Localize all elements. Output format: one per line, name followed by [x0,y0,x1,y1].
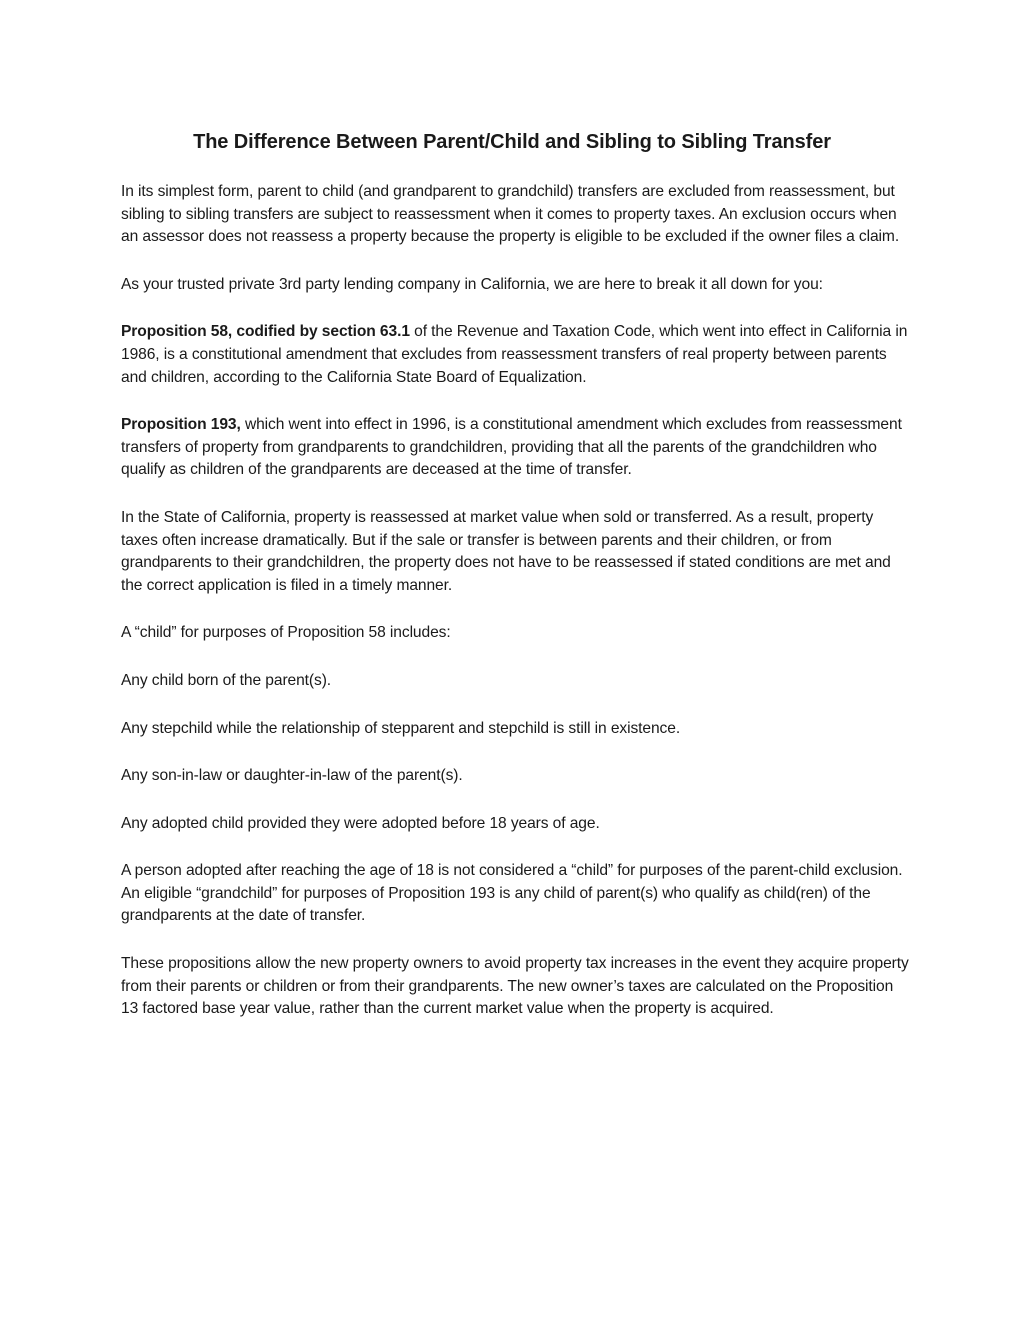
paragraph-proposition-193 [121,414,911,482]
paragraph-text: Any adopted child provided they were adopted before 18 years of age. [121,814,600,832]
paragraph-text: Any child born of the parent(s). [121,671,332,689]
paragraph-text: These propositions allow the new property owners to avoid property tax increases in the event they acquire property from their parents or children or from their grandparents. The new owner’s taxes are calculated on the Proposition 13 factored base year value, rather than the current market value when the property is acquired. [121,955,909,1018]
paragraph-stepchild [121,718,911,741]
paragraph-proposition-58 [121,321,911,389]
paragraph-in-law [121,765,911,788]
paragraph-text: A “child” for purposes of Proposition 58 includes: [121,624,451,642]
paragraph-adopted-after-18 [121,860,911,928]
paragraph-lending-company [121,274,911,297]
paragraph-text: Any son-in-law or daughter-in-law of the parent(s). [121,767,463,785]
paragraph-text: As your trusted private 3rd party lending company in California, we are here to break it all down for you: [121,275,823,293]
paragraph-simplest-form [121,181,911,249]
paragraph-bold-lead: Proposition 58, codified by section 63.1 [121,323,410,341]
paragraph-bold-lead: Proposition 193, [121,416,241,434]
paragraph-text: of the Revenue and Taxation Code, which went into effect in California in 1986, is a constitutional amendment that excludes from reassessment transfers of real property between parents and children, according to the California State Board of Equalization. [121,323,908,386]
paragraph-state-of-california [121,507,911,597]
document-body [121,181,911,1046]
paragraph-adopted-child [121,813,911,836]
paragraph-text: A person adopted after reaching the age of 18 is not considered a “child” for purposes of the parent-child exclusion. An eligible “grandchild” for purposes of Proposition 193 is any child of parent(s) who qualify as child(ren) of the grandparents at the date of transfer. [121,862,903,925]
paragraph-text: In the State of California, property is reassessed at market value when sold or transferred. As a result, property taxes often increase dramatically. But if the sale or transfer is between parents and their children, or from grandparents to their grandchildren, the property does not have to be reassessed if stated conditions are met and the correct application is filed in a timely manner. [121,508,891,594]
paragraph-text: In its simplest form, parent to child (and grandparent to grandchild) transfers are excluded from reassessment, but sibling to sibling transfers are subject to reassessment when it comes to property taxes. An exclusion occurs when an assessor does not reassess a property because the property is eligible to be excluded if the owner files a claim. [121,183,900,246]
paragraph-text: which went into effect in 1996, is a constitutional amendment which excludes from reassessment transfers of property from grandparents to grandchildren, providing that all the parents of the grandchildren who qualify as children of the grandparents are deceased at the time of transfer. [121,416,902,479]
document-title: The Difference Between Parent/Child and Sibling to Sibling Transfer [193,131,831,153]
paragraph-propositions-allow [121,953,911,1021]
paragraph-child-born [121,670,911,693]
paragraph-text: Any stepchild while the relationship of stepparent and stepchild is still in existence. [121,719,681,737]
paragraph-child-definition-intro [121,622,911,645]
